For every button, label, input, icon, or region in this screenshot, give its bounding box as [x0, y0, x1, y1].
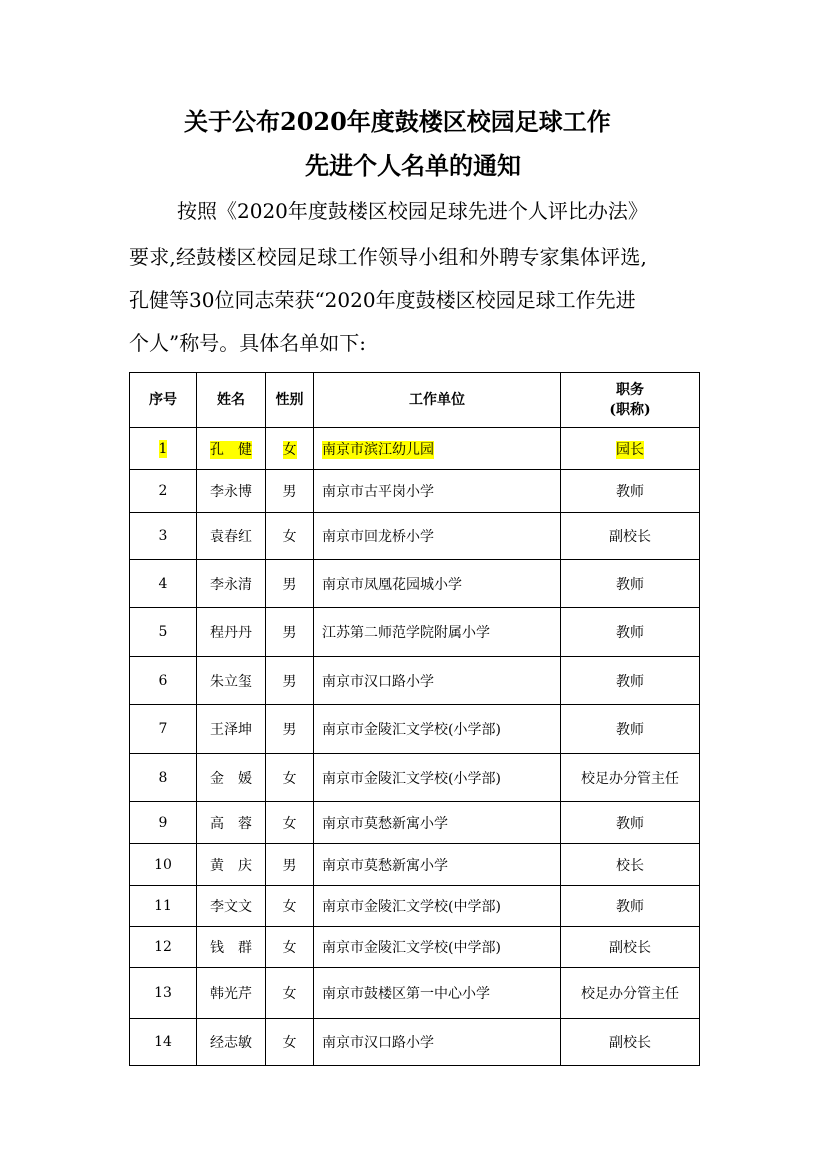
cell-name-text: 李永清	[210, 576, 252, 593]
advanced-individuals-table	[129, 372, 700, 1066]
cell-unit	[314, 705, 561, 754]
cell-unit	[314, 844, 561, 886]
cell-index-text: 6	[158, 672, 168, 689]
cell-position-text: 教师	[616, 815, 644, 832]
cell-name	[197, 844, 266, 886]
cell-unit	[314, 608, 561, 657]
cell-gender-text: 女	[282, 529, 297, 545]
cell-position	[561, 802, 700, 844]
cell-position-text: 教师	[616, 722, 644, 738]
cell-name	[197, 560, 266, 608]
cell-position-text: 教师	[616, 673, 644, 690]
table-row	[130, 886, 700, 927]
cell-index-text: 8	[158, 769, 168, 786]
document-title-line-1: 关于公布2020年度鼓楼区校园足球工作	[184, 107, 611, 136]
cell-index-text: 9	[158, 814, 168, 831]
cell-name-text: 金 媛	[210, 770, 252, 787]
cell-gender	[266, 754, 314, 802]
cell-unit	[314, 927, 561, 968]
cell-name-text: 李文文	[210, 899, 252, 915]
cell-name	[197, 968, 266, 1019]
cell-index	[130, 844, 197, 886]
paragraph-line: 孔健等30位同志荣获“2020年度鼓楼区校园足球工作先进	[129, 288, 636, 312]
cell-position	[561, 927, 700, 968]
cell-gender	[266, 657, 314, 705]
cell-name-text: 孔 健	[210, 441, 252, 458]
cell-unit	[314, 968, 561, 1019]
header-gender: 性别	[266, 373, 314, 428]
cell-gender	[266, 560, 314, 608]
cell-name	[197, 927, 266, 968]
cell-name-text: 王泽坤	[210, 722, 252, 738]
cell-position-text: 校足办分管主任	[581, 986, 679, 1002]
cell-position-text: 教师	[616, 899, 644, 915]
cell-index-text: 2	[158, 483, 168, 499]
cell-unit-text: 南京市莫愁新寓小学	[322, 857, 448, 874]
table-row	[130, 428, 700, 470]
cell-name	[197, 470, 266, 513]
cell-position	[561, 560, 700, 608]
cell-index	[130, 705, 197, 754]
cell-name	[197, 705, 266, 754]
cell-index	[130, 968, 197, 1019]
cell-gender-text: 男	[282, 673, 297, 690]
header-index: 序号	[130, 373, 197, 428]
cell-unit	[314, 886, 561, 927]
cell-position-text: 校长	[616, 857, 644, 874]
cell-position	[561, 428, 700, 470]
cell-index	[130, 608, 197, 657]
cell-index-text: 4	[158, 575, 168, 592]
cell-index-text: 7	[158, 721, 168, 737]
cell-unit	[314, 802, 561, 844]
cell-position	[561, 886, 700, 927]
table-header-row	[130, 373, 700, 428]
table-row	[130, 513, 700, 560]
cell-name-text: 高 蓉	[210, 815, 252, 832]
cell-unit	[314, 657, 561, 705]
cell-index	[130, 1019, 197, 1066]
cell-index	[130, 428, 197, 470]
cell-index-text: 1	[158, 440, 168, 457]
cell-gender	[266, 844, 314, 886]
cell-unit	[314, 470, 561, 513]
cell-gender-text: 女	[282, 1035, 297, 1051]
table-row	[130, 802, 700, 844]
cell-index	[130, 470, 197, 513]
cell-name	[197, 428, 266, 470]
cell-index	[130, 513, 197, 560]
cell-unit	[314, 428, 561, 470]
cell-unit-text: 江苏第二师范学院附属小学	[322, 625, 490, 641]
table-row	[130, 657, 700, 705]
cell-unit-text: 南京市金陵汇文学校(中学部)	[322, 899, 501, 915]
cell-index-text: 12	[154, 939, 172, 955]
cell-position-text: 园长	[616, 441, 644, 458]
cell-name-text: 程丹丹	[210, 625, 252, 641]
cell-index-text: 5	[158, 624, 168, 640]
cell-gender-text: 女	[282, 986, 297, 1002]
cell-unit	[314, 754, 561, 802]
cell-index	[130, 802, 197, 844]
cell-position-text: 教师	[616, 576, 644, 593]
cell-gender-text: 女	[282, 940, 297, 956]
cell-position	[561, 1019, 700, 1066]
cell-position-text: 副校长	[609, 1035, 651, 1051]
cell-position	[561, 470, 700, 513]
cell-gender-text: 男	[282, 857, 297, 874]
table-row	[130, 968, 700, 1019]
paragraph-line: 个人”称号。具体名单如下:	[129, 331, 366, 355]
cell-unit-text: 南京市金陵汇文学校(小学部)	[322, 770, 501, 787]
table-row	[130, 1019, 700, 1066]
cell-unit-text: 南京市鼓楼区第一中心小学	[322, 986, 490, 1002]
table-row	[130, 927, 700, 968]
cell-index	[130, 657, 197, 705]
cell-gender	[266, 968, 314, 1019]
cell-gender-text: 男	[282, 576, 297, 593]
cell-unit-text: 南京市莫愁新寓小学	[322, 815, 448, 832]
cell-unit	[314, 513, 561, 560]
cell-position	[561, 844, 700, 886]
header-name: 姓名	[197, 373, 266, 428]
cell-name-text: 钱 群	[210, 940, 252, 956]
cell-name	[197, 657, 266, 705]
cell-gender-text: 女	[282, 441, 297, 458]
header-unit: 工作单位	[314, 373, 561, 428]
cell-name-text: 朱立玺	[210, 673, 252, 690]
cell-name	[197, 608, 266, 657]
cell-position-text: 副校长	[609, 940, 651, 956]
table-row	[130, 754, 700, 802]
cell-gender	[266, 886, 314, 927]
cell-gender-text: 女	[282, 899, 297, 915]
cell-unit	[314, 1019, 561, 1066]
cell-gender-text: 女	[282, 770, 297, 787]
cell-name	[197, 802, 266, 844]
cell-name	[197, 1019, 266, 1066]
cell-position-text: 教师	[616, 625, 644, 641]
cell-name-text: 袁春红	[210, 529, 252, 545]
cell-index	[130, 560, 197, 608]
cell-index-text: 3	[158, 528, 168, 544]
cell-name	[197, 754, 266, 802]
cell-name-text: 黄 庆	[210, 857, 252, 874]
cell-name-text: 经志敏	[210, 1035, 252, 1051]
cell-unit-text: 南京市金陵汇文学校(中学部)	[322, 940, 501, 956]
cell-gender	[266, 513, 314, 560]
cell-name	[197, 513, 266, 560]
cell-position-text: 副校长	[609, 529, 651, 545]
document-title-line-2: 先进个人名单的通知	[305, 151, 521, 180]
cell-index-text: 14	[154, 1034, 172, 1050]
cell-index-text: 11	[154, 898, 172, 914]
cell-index	[130, 754, 197, 802]
cell-position	[561, 754, 700, 802]
cell-gender	[266, 608, 314, 657]
cell-unit-text: 南京市古平岗小学	[322, 484, 434, 500]
cell-unit	[314, 560, 561, 608]
cell-gender-text: 男	[282, 625, 297, 641]
cell-index	[130, 886, 197, 927]
cell-index	[130, 927, 197, 968]
cell-unit-text: 南京市凤凰花园城小学	[322, 576, 462, 593]
table-body	[130, 428, 700, 1066]
cell-index-text: 13	[154, 985, 172, 1001]
cell-unit-text: 南京市金陵汇文学校(小学部)	[322, 722, 501, 738]
paragraph-line: 按照《2020年度鼓楼区校园足球先进个人评比办法》	[177, 199, 648, 223]
table-row	[130, 560, 700, 608]
cell-gender	[266, 428, 314, 470]
cell-unit-text: 南京市汉口路小学	[322, 1035, 434, 1051]
cell-name-text: 韩光芹	[210, 986, 252, 1002]
table-row	[130, 608, 700, 657]
cell-gender	[266, 705, 314, 754]
cell-gender	[266, 1019, 314, 1066]
cell-gender	[266, 470, 314, 513]
paragraph-line: 要求,经鼓楼区校园足球工作领导小组和外聘专家集体评选,	[129, 245, 648, 269]
cell-unit-text: 南京市滨江幼儿园	[322, 441, 434, 458]
cell-name	[197, 886, 266, 927]
cell-gender	[266, 802, 314, 844]
cell-gender-text: 女	[282, 815, 297, 832]
header-position-line-1: 职务	[616, 382, 644, 398]
header-position	[561, 373, 700, 428]
cell-unit-text: 南京市回龙桥小学	[322, 529, 434, 545]
cell-position	[561, 968, 700, 1019]
cell-gender-text: 男	[282, 484, 297, 500]
cell-position-text: 教师	[616, 484, 644, 500]
header-position-line-2: (职称)	[609, 402, 651, 418]
cell-index-text: 10	[154, 856, 172, 873]
cell-position	[561, 705, 700, 754]
cell-name-text: 李永博	[210, 484, 252, 500]
cell-position-text: 校足办分管主任	[581, 770, 679, 787]
table-row	[130, 705, 700, 754]
cell-gender	[266, 927, 314, 968]
cell-unit-text: 南京市汉口路小学	[322, 673, 434, 690]
cell-position	[561, 513, 700, 560]
table-row	[130, 470, 700, 513]
cell-gender-text: 男	[282, 722, 297, 738]
table-row	[130, 844, 700, 886]
cell-position	[561, 657, 700, 705]
cell-position	[561, 608, 700, 657]
